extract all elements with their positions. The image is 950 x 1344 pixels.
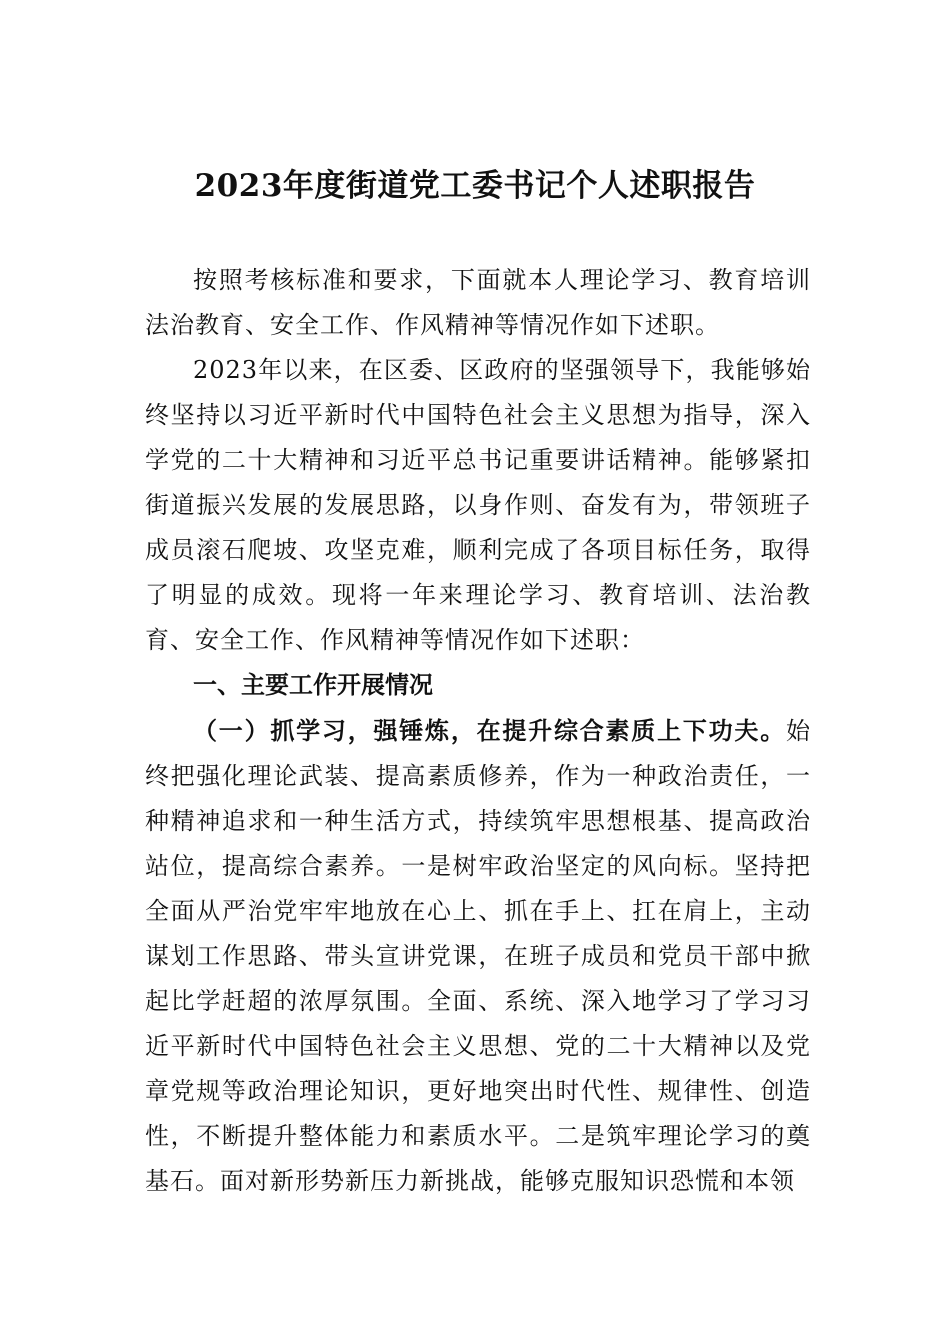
overview-paragraph: 2023年以来，在区委、区政府的坚强领导下，我能够始终坚持以习近平新时代中国特色社会主义思想为指导，深入学党的二十大精神和习近平总书记重要讲话精神。能够紧扣街道振兴发展的发展思路，以身作则、奋发有为，带领班子成员滚石爬坡、攻坚克难，顺利完成了各项目标任务，取得了明显的成效。现将一年来理论学习、教育培训、法治教育、安全工作、作风精神等情况作如下述职：	[145, 356, 811, 654]
subsection-text: 始终把强化理论武装、提高素质修养，作为一种政治责任，一种精神追求和一种生活方式，持续筑牢思想根基、提高政治站位，提高综合素养。一是树牢政治坚定的风向标。坚持把全面从严治党牢牢地放在心上、抓在手上、扛在肩上，主动谋划工作思路、带头宣讲党课，在班子成员和党员干部中掀起比学赶超的浓厚氛围。全面、系统、深入地学习了学习习近平新时代中国特色社会主义思想、党的二十大精神以及党章党规等政治理论知识，更好地突出时代性、规律性、创造性，不断提升整体能力和素质水平。二是筑牢理论学习的奠基石。面对新形势新压力新挑战，能够克服知识恐慌和本领	[145, 717, 811, 1195]
section-heading: 一、主要工作开展情况	[193, 671, 433, 699]
document-body	[145, 258, 811, 1204]
document-title: 2023年度街道党工委书记个人述职报告	[194, 168, 756, 204]
intro-paragraph: 按照考核标准和要求，下面就本人理论学习、教育培训法治教育、安全工作、作风精神等情况作如下述职。	[145, 266, 811, 339]
subsection-paragraph	[145, 708, 811, 1204]
subsection-lead: （一）抓学习，强锤炼，在提升综合素质上下功夫。	[193, 716, 786, 745]
